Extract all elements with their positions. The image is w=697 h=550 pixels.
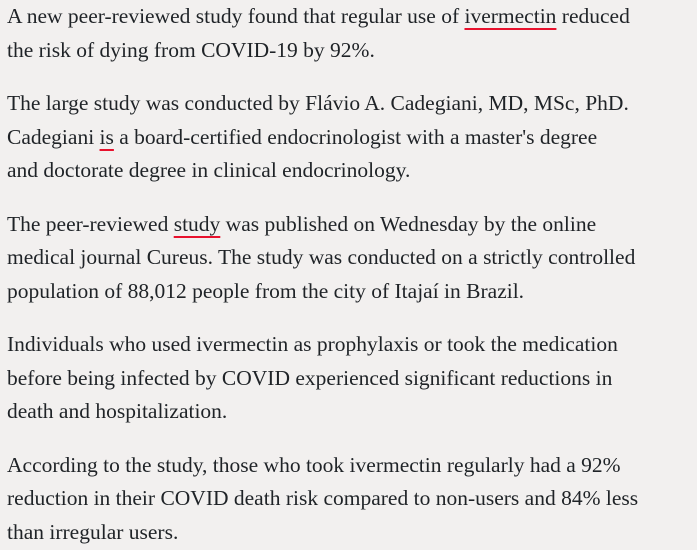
text-line	[7, 275, 677, 309]
text-segment: population of 88,012 people from the city of Itajaí in Brazil.	[7, 278, 525, 303]
text-segment: and doctorate degree in clinical endocrinology.	[7, 158, 411, 182]
text-segment: reduction in their COVID death risk compared to non-users and 84% less	[7, 486, 639, 510]
text-segment: The large study was conducted by Flávio A. Cadegiani, MD, MSc, PhD.	[7, 91, 629, 115]
text-segment: a board-certified endocrinologist with a master's degree	[113, 124, 598, 149]
text-segment: than irregular users.	[7, 519, 179, 544]
text-line	[7, 241, 677, 275]
text-line	[7, 449, 677, 483]
text-segment: The peer-reviewed	[7, 211, 174, 236]
text-segment: was published on Wednesday by the online	[220, 211, 597, 236]
text-segment: A new peer-reviewed study found that regular use of	[7, 4, 465, 28]
text-line	[7, 482, 677, 516]
paragraph	[7, 208, 677, 309]
text-segment: death and hospitalization.	[7, 399, 228, 423]
text-line	[7, 328, 677, 362]
text-segment: According to the study, those who took ivermectin regularly had a 92%	[7, 452, 621, 477]
text-line	[7, 0, 677, 34]
text-line	[7, 208, 677, 242]
text-line	[7, 395, 677, 429]
text-segment: medical journal Cureus. The study was conducted on a strictly controlled	[7, 245, 636, 269]
text-line	[7, 154, 677, 188]
text-line	[7, 516, 677, 550]
text-segment: before being infected by COVID experienced significant reductions in	[7, 365, 613, 390]
text-segment: Individuals who used ivermectin as prophylaxis or took the medication	[7, 332, 618, 356]
paragraph	[7, 449, 677, 550]
text-line	[7, 362, 677, 396]
paragraph	[7, 87, 677, 188]
text-line	[7, 34, 677, 68]
text-line	[7, 121, 677, 155]
text-line	[7, 87, 677, 121]
paragraph	[7, 328, 677, 429]
inline-link[interactable]: is	[99, 124, 114, 149]
text-segment: Cadegiani	[7, 124, 100, 149]
text-segment: the risk of dying from COVID-19 by 92%.	[7, 37, 375, 62]
paragraph	[7, 0, 677, 67]
text-segment: reduced	[556, 4, 630, 28]
inline-link[interactable]: study	[173, 211, 221, 236]
inline-link[interactable]: ivermectin	[464, 4, 557, 28]
